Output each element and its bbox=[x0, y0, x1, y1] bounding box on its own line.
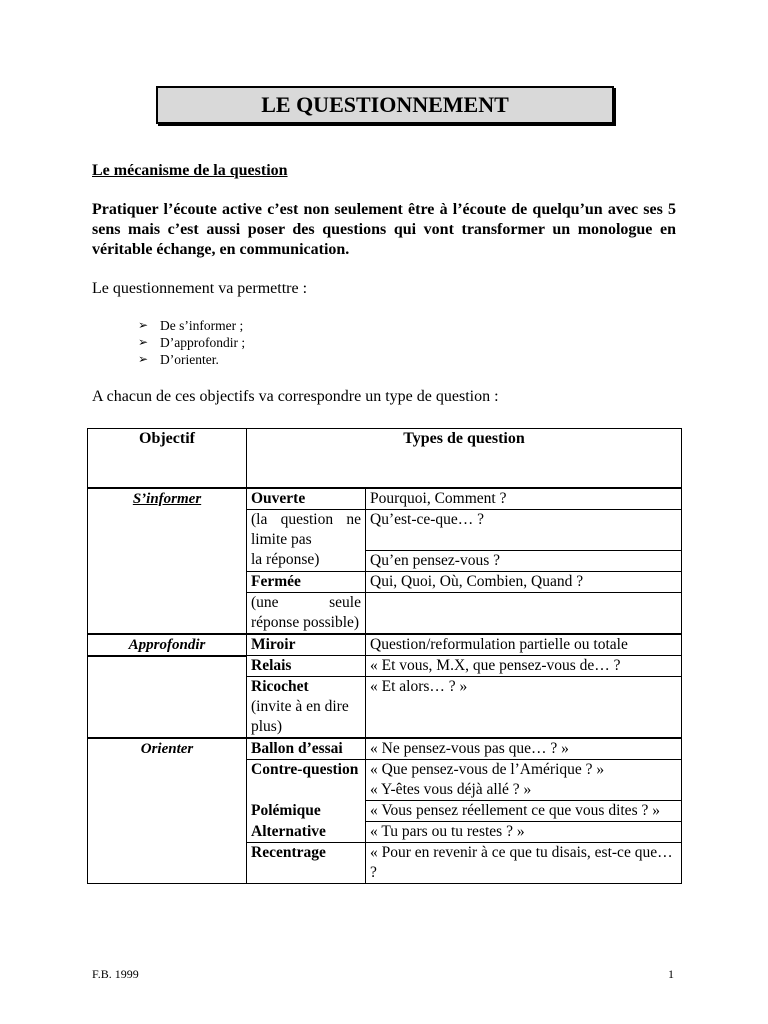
ex-fermee: Qui, Quoi, Où, Combien, Quand ? bbox=[366, 571, 682, 592]
intro-paragraph-text: Pratiquer l’écoute active c’est non seulement être à l’écoute de quelqu’un avec ses 5 sens mais c’est aussi poser des questions qui vont transformer un monologue en véritable échange, en communication. bbox=[92, 201, 676, 258]
table-row bbox=[88, 571, 682, 592]
ex-alternative: « Tu pars ou tu restes ? » bbox=[366, 822, 682, 843]
table-row bbox=[88, 738, 682, 760]
section-heading: Le mécanisme de la question bbox=[92, 162, 288, 179]
type-recentrage: Recentrage bbox=[247, 843, 366, 884]
ex-relais: « Et vous, M.X, que pensez-vous de… ? bbox=[366, 656, 682, 677]
type-alternative: Alternative bbox=[247, 822, 366, 843]
table-row bbox=[88, 634, 682, 656]
type-miroir: Miroir bbox=[247, 634, 366, 656]
type-polemique: Polémique bbox=[247, 801, 366, 822]
list-item: ➢ D’approfondir ; bbox=[138, 335, 246, 350]
list-item: ➢ De s’informer ; bbox=[138, 318, 244, 333]
ex-polemique: « Vous pensez réellement ce que vous dites ? » bbox=[366, 801, 682, 822]
note-ricochet: (invite à en dire plus) bbox=[251, 698, 349, 735]
table-header-row bbox=[88, 429, 682, 489]
ex-ouverte-2: Qu’est-ce-que… ? bbox=[366, 510, 682, 551]
page-title: LE QUESTIONNEMENT bbox=[156, 86, 614, 124]
type-fermee: Fermée bbox=[247, 571, 366, 592]
ex-miroir: Question/reformulation partielle ou totale bbox=[366, 634, 682, 656]
permettre-intro: Le questionnement va permettre : bbox=[92, 280, 308, 297]
table-row bbox=[88, 677, 682, 739]
cell-ricochet bbox=[247, 677, 366, 739]
ex-ouverte-3: Qu’en pensez-vous ? bbox=[366, 550, 682, 571]
table-row bbox=[88, 550, 682, 571]
table-row bbox=[88, 822, 682, 843]
note-fermee: (une seule réponse possible) bbox=[247, 592, 366, 634]
note-ouverte-1: (la question ne limite pas bbox=[247, 510, 366, 551]
table-row bbox=[88, 843, 682, 884]
list-item: ➢ D’orienter. bbox=[138, 352, 219, 367]
type-relais: Relais bbox=[247, 656, 366, 677]
table-intro: A chacun de ces objectifs va correspondre un type de question : bbox=[92, 388, 499, 405]
table-row bbox=[88, 760, 682, 801]
question-types-table bbox=[87, 428, 682, 884]
type-ouverte: Ouverte bbox=[247, 488, 366, 510]
arrow-bullet-icon: ➢ bbox=[138, 352, 149, 366]
ex-contre-1: « Que pensez-vous de l’Amérique ? » bbox=[370, 761, 605, 778]
objective-informer: S’informer bbox=[88, 488, 247, 510]
type-ricochet: Ricochet bbox=[251, 678, 309, 695]
header-objectif: Objectif bbox=[88, 429, 247, 489]
table-row bbox=[88, 488, 682, 510]
type-contre: Contre-question bbox=[247, 760, 366, 801]
objectives-list bbox=[138, 317, 245, 368]
table-row bbox=[88, 801, 682, 822]
ex-ricochet: « Et alors… ? » bbox=[366, 677, 682, 739]
table-row bbox=[88, 656, 682, 677]
table-row bbox=[88, 592, 682, 634]
page-number: 1 bbox=[668, 967, 674, 981]
ex-contre-2: « Y-êtes vous déjà allé ? » bbox=[370, 781, 532, 798]
objective-orienter: Orienter bbox=[88, 738, 247, 760]
ex-recentrage: « Pour en revenir à ce que tu disais, est-ce que… ? bbox=[366, 843, 682, 884]
intro-paragraph bbox=[92, 200, 676, 260]
note-ouverte-2: la réponse) bbox=[247, 550, 366, 571]
arrow-bullet-icon: ➢ bbox=[138, 318, 149, 332]
header-types: Types de question bbox=[247, 429, 682, 489]
arrow-bullet-icon: ➢ bbox=[138, 335, 149, 349]
ex-ouverte-1: Pourquoi, Comment ? bbox=[366, 488, 682, 510]
type-ballon: Ballon d’essai bbox=[247, 738, 366, 760]
objective-approfondir: Approfondir bbox=[88, 634, 247, 656]
ex-ballon: « Ne pensez-vous pas que… ? » bbox=[366, 738, 682, 760]
table-row bbox=[88, 510, 682, 551]
cell-contre-ex bbox=[366, 760, 682, 801]
footer-author: F.B. 1999 bbox=[92, 967, 139, 981]
